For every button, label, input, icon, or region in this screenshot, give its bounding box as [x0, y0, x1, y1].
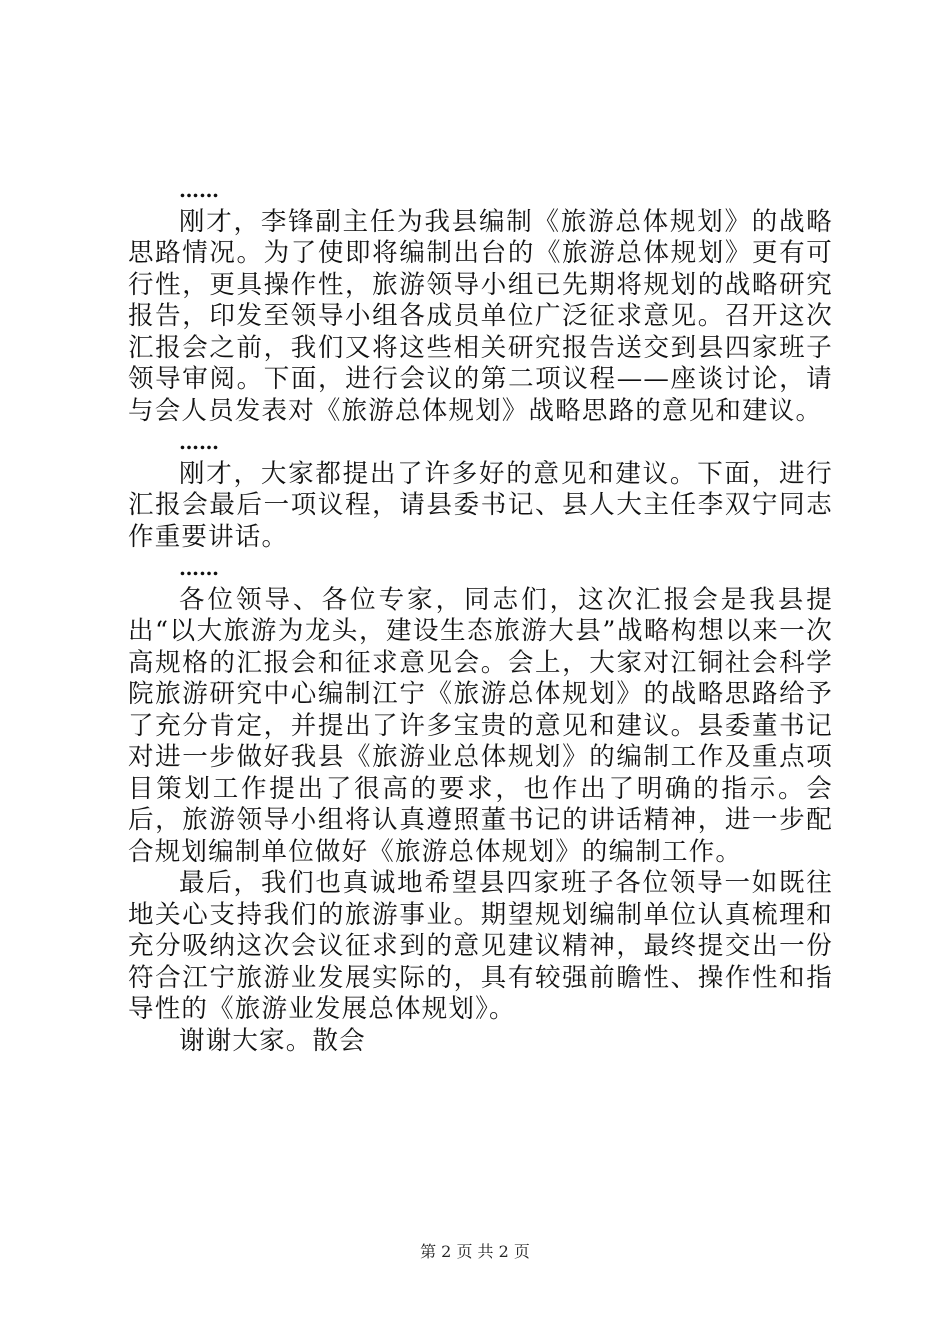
- page-number-footer: 第 2 页 共 2 页: [420, 1242, 530, 1261]
- ellipsis-marker: ……: [179, 556, 219, 580]
- paragraph-summary: 各位领导、各位专家，同志们，这次汇报会是我县提出“以大旅游为龙头，建设生态旅游大县”战略构想以来一次高规格的汇报会和征求意见会。会上，大家对江铜社会科学院旅游研究中心编制江宁《旅游总体规划》的战略思路给予了充分肯定，并提出了许多宝贵的意见和建议。县委董书记对进一步做好我县《旅游业总体规划》的编制工作及重点项目策划工作提出了很高的要求，也作出了明确的指示。会后，旅游领导小组将认真遵照董书记的讲话精神，进一步配合规划编制单位做好《旅游总体规划》的编制工作。: [128, 584, 833, 867]
- ellipsis-marker: ……: [179, 430, 219, 454]
- paragraph-closing-agenda: 刚才，大家都提出了许多好的意见和建议。下面，进行汇报会最后一项议程，请县委书记、县人大主任李双宁同志作重要讲话。: [128, 458, 833, 552]
- paragraph-briefing-intro: 刚才，李锋副主任为我县编制《旅游总体规划》的战略思路情况。为了使即将编制出台的《旅游总体规划》更有可行性，更具操作性，旅游领导小组已先期将规划的战略研究报告，印发至领导小组各成员单位广泛征求意见。召开这次汇报会之前，我们又将这些相关研究报告送交到县四家班子领导审阅。下面，进行会议的第二项议程——座谈讨论，请与会人员发表对《旅游总体规划》战略思路的意见和建议。: [128, 206, 833, 426]
- ellipsis-marker: ……: [179, 178, 219, 202]
- paragraph-thanks-adjourn: 谢谢大家。散会: [179, 1025, 366, 1056]
- document-body: [128, 175, 833, 1057]
- paragraph-final-hopes: 最后，我们也真诚地希望县四家班子各位领导一如既往地关心支持我们的旅游事业。期望规划编制单位认真梳理和充分吸纳这次会议征求到的意见建议精神，最终提交出一份符合江宁旅游业发展实际的，具有较强前瞻性、操作性和指导性的《旅游业发展总体规划》。: [128, 868, 833, 1024]
